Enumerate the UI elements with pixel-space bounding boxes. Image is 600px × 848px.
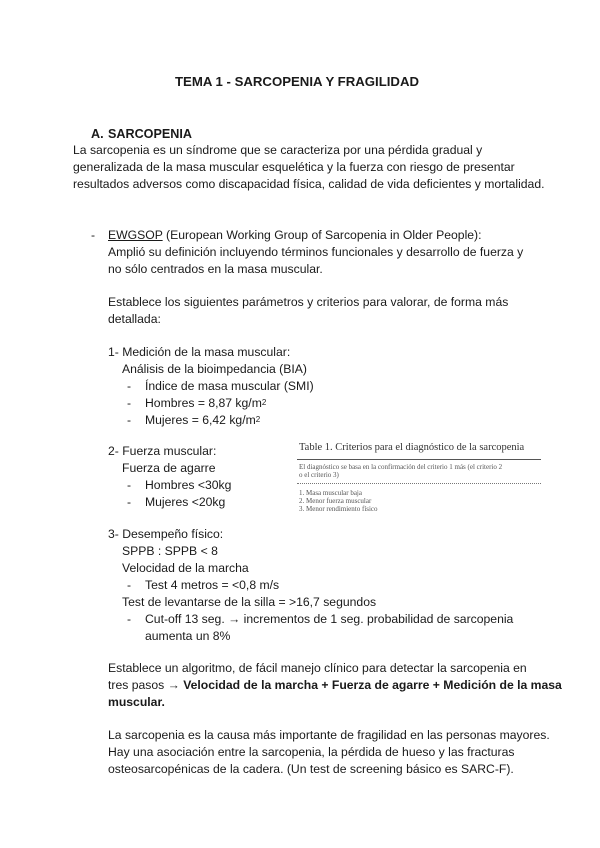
ewgsop-acronym: EWGSOP bbox=[108, 228, 163, 242]
table-item: 3. Menor rendimiento físico bbox=[299, 505, 378, 513]
criterion-1-method: Análisis de la bioimpedancia (BIA) bbox=[122, 362, 307, 376]
criterion-2-item: Mujeres <20kg bbox=[145, 495, 226, 509]
criterion-1-item-text: Hombres = 8,87 kg/m bbox=[145, 396, 262, 410]
algorithm-steps: Velocidad de la marcha + Fuerza de agarre + Medición de la masa bbox=[183, 678, 562, 692]
table-rule bbox=[297, 459, 541, 460]
criterion-1-item-text: Mujeres = 6,42 kg/m bbox=[145, 413, 256, 427]
list-dash: - bbox=[127, 478, 132, 492]
list-dash: - bbox=[127, 495, 132, 509]
table-item: 1. Masa muscular baja bbox=[299, 489, 362, 497]
bullet-dash: - bbox=[91, 228, 96, 242]
criterion-2-title: 2- Fuerza muscular: bbox=[108, 444, 217, 458]
criterion-3-title: 3- Desempeño físico: bbox=[108, 527, 224, 541]
criterion-3-gait-test: Test 4 metros = <0,8 m/s bbox=[145, 578, 280, 592]
list-dash: - bbox=[127, 413, 132, 427]
list-dash: - bbox=[127, 379, 132, 393]
intro-line: La sarcopenia es un síndrome que se caracteriza por una pérdida gradual y bbox=[73, 143, 483, 157]
criterion-2-method: Fuerza de agarre bbox=[122, 461, 216, 475]
criterion-2-item: Hombres <30kg bbox=[145, 478, 232, 492]
criterion-1-title: 1- Medición de la masa muscular: bbox=[108, 345, 291, 359]
section-heading: SARCOPENIA bbox=[108, 127, 192, 141]
criterion-3-chair: Test de levantarse de la silla = >16,7 segundos bbox=[122, 595, 377, 609]
criteria-intro-line: Establece los siguientes parámetros y criterios para valorar, de forma más bbox=[108, 295, 509, 309]
list-dash: - bbox=[127, 578, 132, 592]
criterion-3-cutoff: aumenta un 8% bbox=[145, 629, 231, 643]
criterion-1-item: Índice de masa muscular (SMI) bbox=[145, 379, 314, 393]
criterion-3-sppb: SPPB : SPPB < 8 bbox=[122, 544, 218, 558]
table-note: El diagnóstico se basa en la confirmación del criterio 1 más (el criterio 2 bbox=[299, 463, 503, 471]
page-title: TEMA 1 - SARCOPENIA Y FRAGILIDAD bbox=[175, 74, 419, 89]
ewgsop-line: no sólo centrados en la masa muscular. bbox=[108, 262, 323, 276]
algorithm-steps: muscular. bbox=[108, 695, 165, 709]
ewgsop-heading bbox=[108, 227, 482, 244]
table-note: o el criterio 3) bbox=[299, 471, 339, 479]
criterion-1-item bbox=[145, 395, 266, 412]
superscript: 2 bbox=[255, 415, 261, 424]
list-dash: - bbox=[127, 612, 132, 626]
closing-line: osteosarcopénicas de la cadera. (Un test de screening básico es SARC-F). bbox=[108, 762, 514, 776]
criteria-intro-line: detallada: bbox=[108, 312, 161, 326]
criterion-1-item bbox=[145, 412, 260, 429]
algorithm-line bbox=[108, 677, 562, 694]
superscript: 2 bbox=[261, 398, 267, 407]
algorithm-plain: tres pasos → bbox=[108, 678, 184, 692]
list-dash: - bbox=[127, 396, 132, 410]
intro-line: resultados adversos como discapacidad física, calidad de vida deficientes y mortalidad. bbox=[73, 177, 545, 191]
criteria-table-image bbox=[297, 442, 545, 520]
ewgsop-line: Amplió su definición incluyendo términos funcionales y desarrollo de fuerza y bbox=[108, 245, 524, 259]
section-label: A. bbox=[91, 127, 104, 141]
closing-line: La sarcopenia es la causa más importante de fragilidad en las personas mayores. bbox=[108, 728, 550, 742]
criterion-3-cutoff: Cut-off 13 seg. → incrementos de 1 seg. probabilidad de sarcopenia bbox=[145, 612, 514, 626]
table-title: Table 1. Criterios para el diagnóstico de la sarcopenia bbox=[299, 442, 525, 453]
closing-line: Hay una asociación entre la sarcopenia, la pérdida de hueso y las fracturas bbox=[108, 745, 515, 759]
table-dotted-rule bbox=[297, 483, 541, 484]
criterion-3-gait: Velocidad de la marcha bbox=[122, 561, 249, 575]
algorithm-line: Establece un algoritmo, de fácil manejo clínico para detectar la sarcopenia en bbox=[108, 661, 527, 675]
intro-line: generalizada de la masa muscular esquelética y la fuerza con riesgo de presentar bbox=[73, 160, 515, 174]
ewgsop-description: (European Working Group of Sarcopenia in Older People): bbox=[162, 228, 482, 242]
table-item: 2. Menor fuerza muscular bbox=[299, 497, 372, 505]
